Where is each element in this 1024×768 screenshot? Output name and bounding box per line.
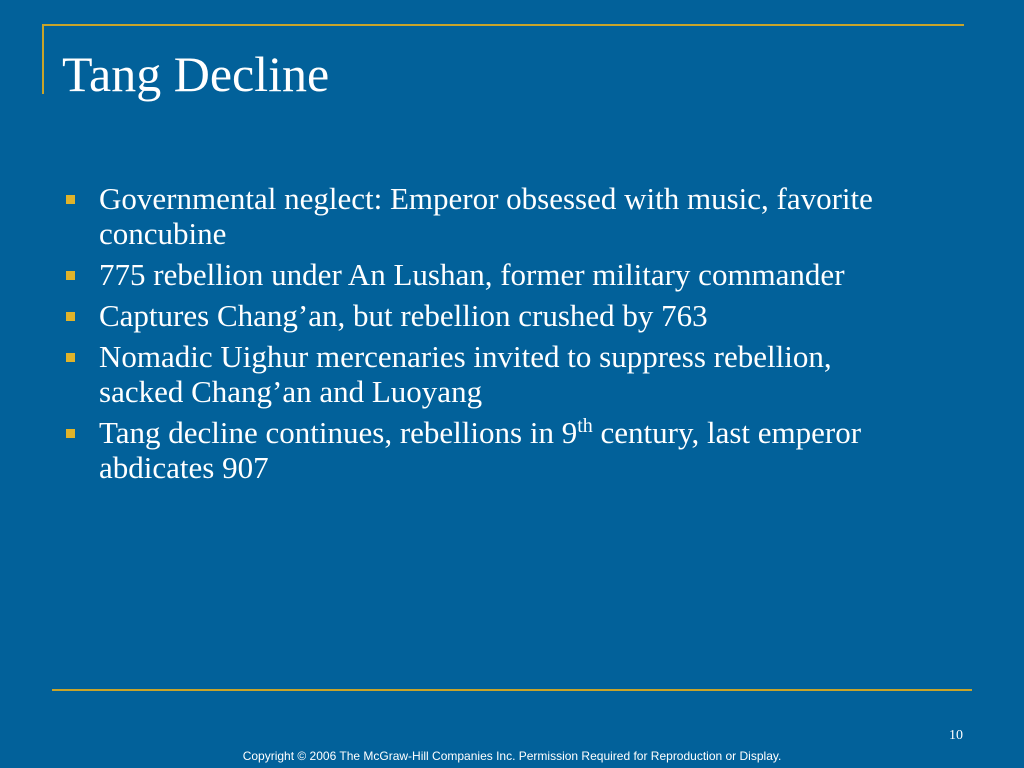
bottom-frame-line [52, 689, 972, 691]
square-bullet-icon [66, 353, 75, 362]
left-frame-line [42, 24, 44, 94]
slide-title: Tang Decline [62, 46, 330, 102]
bullet-item [62, 257, 922, 292]
bullet-text: Nomadic Uighur mercenaries invited to suppress rebellion, sacked Chang’an and Luoyang [99, 339, 832, 409]
bullet-text-end: century, last emperor abdicates 907 [99, 415, 862, 485]
square-bullet-icon [66, 195, 75, 204]
bullet-item [62, 298, 922, 333]
top-frame-line [42, 24, 964, 26]
bullet-item [62, 339, 922, 409]
square-bullet-icon [66, 312, 75, 321]
bullet-text: Governmental neglect: Emperor obsessed with music, favorite concubine [99, 181, 873, 251]
square-bullet-icon [66, 429, 75, 438]
square-bullet-icon [66, 271, 75, 280]
ordinal-superscript: th [577, 415, 593, 437]
bullet-item [62, 415, 922, 485]
bullet-list [62, 181, 922, 491]
copyright-notice: Copyright © 2006 The McGraw-Hill Companies Inc. Permission Required for Reproduction or Display. [242, 749, 782, 763]
bullet-item [62, 181, 922, 251]
page-number: 10 [949, 728, 963, 743]
bullet-text-start: Tang decline continues, rebellions in 9 [99, 415, 578, 450]
bullet-text: 775 rebellion under An Lushan, former military commander [99, 257, 845, 292]
bullet-text: Captures Chang’an, but rebellion crushed by 763 [99, 298, 708, 333]
